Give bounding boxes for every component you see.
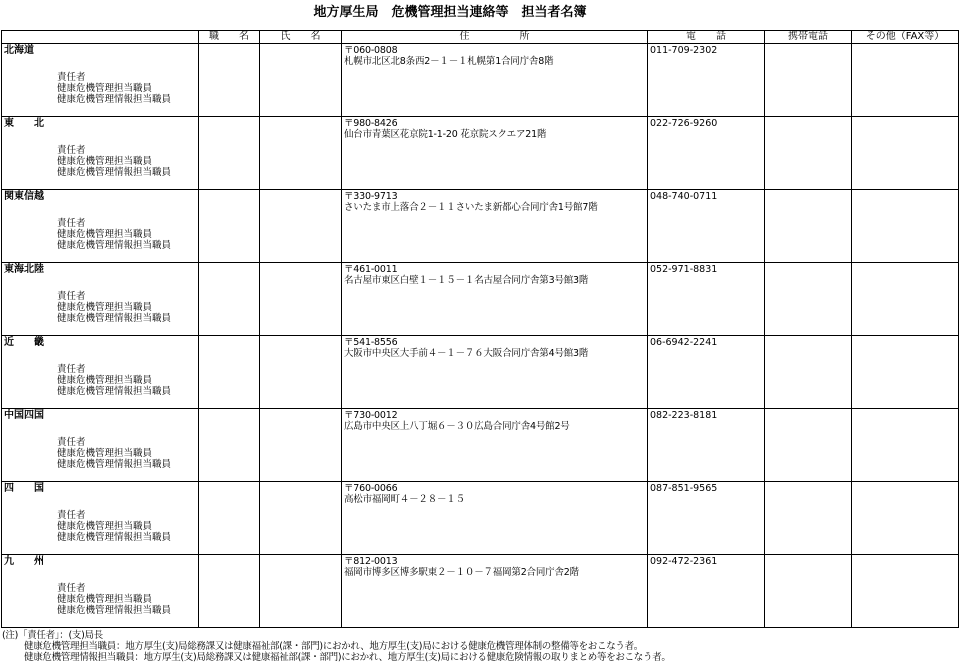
role-list: [57, 437, 171, 470]
name-cell: [260, 117, 342, 190]
post-cell: [199, 117, 260, 190]
region-name: 九 州: [4, 556, 44, 567]
other-cell: [852, 482, 959, 555]
phone-number: 022-726-9260: [650, 118, 718, 129]
role-label: 健康危機管理担当職員: [57, 594, 153, 605]
post-cell: [199, 44, 260, 117]
post-cell: [199, 336, 260, 409]
phone-number: 052-971-8831: [650, 264, 718, 275]
street-address: 札幌市北区北8条西2－１－１札幌第1合同庁舎8階: [344, 56, 554, 67]
other-cell: [852, 190, 959, 263]
phone-number: 087-851-9565: [650, 483, 718, 494]
other-cell: [852, 336, 959, 409]
street-address: 広島市中央区上八丁堀６－３０広島合同庁舎4号館2号: [344, 421, 570, 432]
name-cell: [260, 263, 342, 336]
table-row: [2, 409, 959, 482]
street-address: 仙台市青葉区花京院1-1-20 花京院スクエア21階: [344, 129, 547, 140]
role-label: 健康危機管理情報担当職員: [57, 532, 172, 543]
street-address: 大阪市中央区大手前４－１－７６大阪合同庁舎第4号館3階: [344, 348, 589, 359]
other-cell: [852, 409, 959, 482]
role-label: 健康危機管理担当職員: [57, 302, 153, 313]
postal-code: 〒330-9713: [344, 191, 398, 202]
role-label: 健康危機管理情報担当職員: [57, 94, 172, 105]
address-cell: [342, 263, 648, 336]
footnote-line: (注)「責任者」：(支)局長: [2, 630, 103, 641]
tel-cell: [648, 117, 765, 190]
mobile-cell: [765, 482, 852, 555]
role-label: 健康危機管理担当職員: [57, 156, 153, 167]
role-label: 健康危機管理担当職員: [57, 375, 153, 386]
post-cell: [199, 190, 260, 263]
role-list: [57, 291, 171, 324]
header-tel: 電 話: [648, 31, 765, 44]
region-name: 関東信越: [4, 191, 44, 202]
other-cell: [852, 263, 959, 336]
page-title: 地方厚生局 危機管理担当連絡等 担当者名簿: [313, 5, 587, 20]
tel-cell: [648, 409, 765, 482]
post-cell: [199, 409, 260, 482]
street-address: 高松市福岡町４－２８－１５: [344, 494, 465, 505]
header-post: 職 名: [199, 31, 260, 44]
tel-cell: [648, 263, 765, 336]
name-cell: [260, 190, 342, 263]
phone-number: 092-472-2361: [650, 556, 718, 567]
region-name: 東 北: [4, 118, 44, 129]
table-row: [2, 117, 959, 190]
role-list: [57, 145, 171, 178]
phone-number: 011-709-2302: [650, 45, 718, 56]
mobile-cell: [765, 555, 852, 628]
header-mobile: 携帯電話: [765, 31, 852, 44]
role-list: [57, 510, 171, 543]
other-cell: [852, 44, 959, 117]
address-cell: [342, 117, 648, 190]
role-label: 責任者: [57, 364, 86, 375]
role-label: 健康危機管理情報担当職員: [57, 459, 172, 470]
region-cell: [2, 409, 199, 482]
region-cell: [2, 44, 199, 117]
role-label: 健康危機管理情報担当職員: [57, 167, 172, 178]
contact-table: [1, 30, 959, 628]
name-cell: [260, 409, 342, 482]
postal-code: 〒461-0011: [344, 264, 398, 275]
tel-cell: [648, 336, 765, 409]
name-cell: [260, 482, 342, 555]
footnote-line: 健康危機管理担当職員：地方厚生(支)局総務課又は健康福祉部(課・部門)におかれ、地方厚生(支)局における健康危機管理体制の整備等をおこなう者。: [24, 641, 644, 652]
role-list: [57, 218, 171, 251]
name-cell: [260, 555, 342, 628]
region-cell: [2, 482, 199, 555]
role-list: [57, 72, 171, 105]
other-cell: [852, 555, 959, 628]
address-cell: [342, 44, 648, 117]
footnote-line: 健康危機管理情報担当職員：地方厚生(支)局総務課又は健康福祉部(課・部門)におかれ、地方厚生(支)局における健康危険情報の取りまとめ等をおこなう者。: [24, 652, 671, 663]
footnotes: [2, 630, 957, 663]
table-row: [2, 263, 959, 336]
mobile-cell: [765, 336, 852, 409]
region-name: 近 畿: [4, 337, 44, 348]
table-row: [2, 482, 959, 555]
table-row: [2, 555, 959, 628]
role-label: 責任者: [57, 218, 86, 229]
postal-code: 〒980-8426: [344, 118, 398, 129]
phone-number: 082-223-8181: [650, 410, 718, 421]
role-label: 健康危機管理情報担当職員: [57, 240, 172, 251]
header-row: [2, 31, 959, 44]
table-row: [2, 44, 959, 117]
address-cell: [342, 190, 648, 263]
role-label: 健康危機管理情報担当職員: [57, 605, 172, 616]
region-cell: [2, 117, 199, 190]
address-cell: [342, 409, 648, 482]
role-label: 責任者: [57, 72, 86, 83]
role-label: 健康危機管理担当職員: [57, 521, 153, 532]
postal-code: 〒060-0808: [344, 45, 398, 56]
tel-cell: [648, 190, 765, 263]
region-cell: [2, 555, 199, 628]
role-list: [57, 364, 171, 397]
name-cell: [260, 44, 342, 117]
header-other: その他（FAX等）: [852, 31, 959, 44]
role-label: 責任者: [57, 145, 86, 156]
region-cell: [2, 336, 199, 409]
region-cell: [2, 263, 199, 336]
role-label: 健康危機管理情報担当職員: [57, 313, 172, 324]
phone-number: 048-740-0711: [650, 191, 718, 202]
region-name: 東海北陸: [4, 264, 44, 275]
role-label: 責任者: [57, 437, 86, 448]
address-cell: [342, 555, 648, 628]
mobile-cell: [765, 190, 852, 263]
address-cell: [342, 482, 648, 555]
role-label: 健康危機管理担当職員: [57, 83, 153, 94]
header-name: 氏 名: [260, 31, 342, 44]
mobile-cell: [765, 44, 852, 117]
tel-cell: [648, 44, 765, 117]
tel-cell: [648, 555, 765, 628]
region-cell: [2, 190, 199, 263]
mobile-cell: [765, 409, 852, 482]
post-cell: [199, 482, 260, 555]
role-list: [57, 583, 171, 616]
postal-code: 〒730-0012: [344, 410, 398, 421]
other-cell: [852, 117, 959, 190]
name-cell: [260, 336, 342, 409]
role-label: 責任者: [57, 510, 86, 521]
role-label: 健康危機管理担当職員: [57, 229, 153, 240]
header-address: 住 所: [342, 31, 648, 44]
role-label: 健康危機管理情報担当職員: [57, 386, 172, 397]
role-label: 責任者: [57, 583, 86, 594]
table-row: [2, 336, 959, 409]
table-row: [2, 190, 959, 263]
postal-code: 〒812-0013: [344, 556, 398, 567]
phone-number: 06-6942-2241: [650, 337, 718, 348]
postal-code: 〒541-8556: [344, 337, 398, 348]
address-cell: [342, 336, 648, 409]
street-address: 名古屋市東区白壁１－１５－１名古屋合同庁舎第3号館3階: [344, 275, 589, 286]
region-name: 四 国: [4, 483, 44, 494]
tel-cell: [648, 482, 765, 555]
mobile-cell: [765, 117, 852, 190]
street-address: さいたま市上落合２－１１さいたま新都心合同庁舎1号館7階: [344, 202, 598, 213]
region-name: 中国四国: [4, 410, 44, 421]
region-name: 北海道: [4, 45, 34, 56]
post-cell: [199, 263, 260, 336]
street-address: 福岡市博多区博多駅東２－１０－７福岡第2合同庁舎2階: [344, 567, 579, 578]
header-region: [2, 31, 199, 44]
postal-code: 〒760-0066: [344, 483, 398, 494]
mobile-cell: [765, 263, 852, 336]
post-cell: [199, 555, 260, 628]
role-label: 責任者: [57, 291, 86, 302]
role-label: 健康危機管理担当職員: [57, 448, 153, 459]
